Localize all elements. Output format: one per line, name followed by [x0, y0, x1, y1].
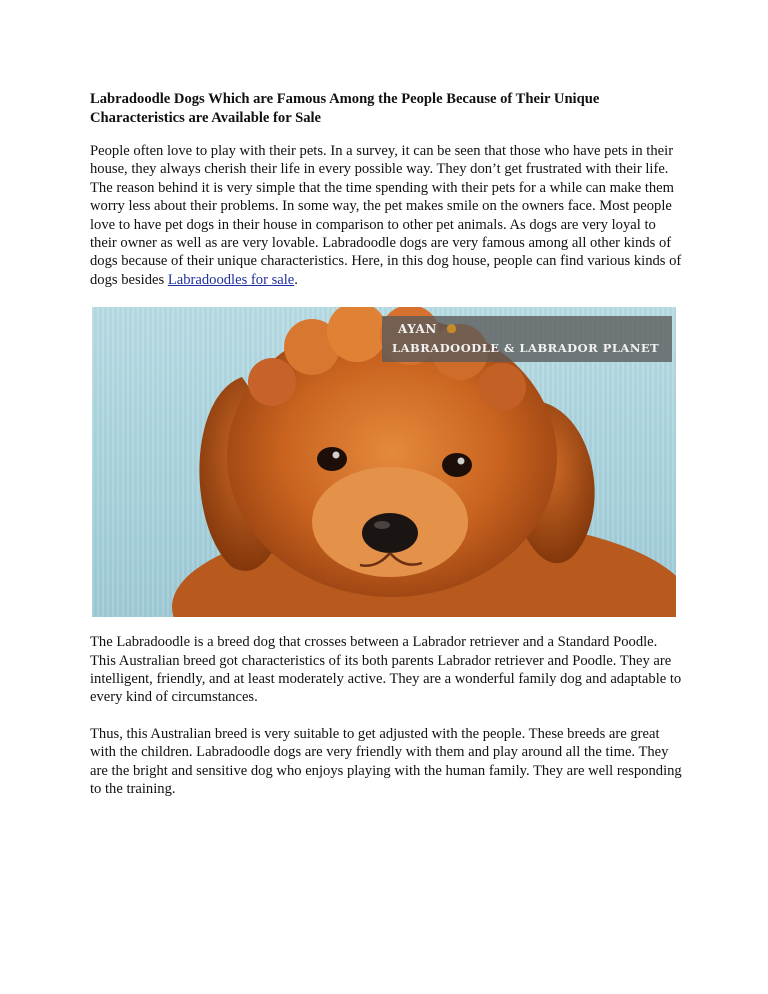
intro-text: People often love to play with their pets. In a survey, it can be seen that those who have pets in their house, they always cherish their life in every possible way. They don’t get frustrated with their life. The reason behind it is very simple that the time spending with their pets for a while can make them worry less about their problems. In some way, the pet makes smile on the owners face. Most people love to have pet dogs in their house in comparison to other pet animals. As dogs are very loyal to their owner as well as are very lovable. Labradoodle dogs are very famous among all other kinds of dogs because of their unique characteristics. Here, in this dog house, people can find various kinds of dogs besides [90, 143, 682, 288]
intro-paragraph [90, 142, 686, 289]
labradoodle-puppy-photo [92, 307, 676, 617]
paragraph-breed-description: The Labradoodle is a breed dog that crosses between a Labrador retriever and a Standard Poodle. This Australian breed got characteristics of its both parents Labrador retriever and Poodle. They are intelligent, friendly, and at least moderately active. They are a wonderful family dog and adaptable to every kind of circumstances. [90, 634, 682, 706]
intro-end: . [294, 271, 298, 288]
paw-logo-icon [447, 324, 456, 333]
document-body [90, 90, 686, 817]
document-title: Labradoodle Dogs Which are Famous Among the People Because of Their Unique Characteristics are Available for Sale [90, 91, 600, 126]
labradoodles-for-sale-link[interactable]: Labradoodles for sale [167, 271, 295, 288]
paragraph-temperament: Thus, this Australian breed is very suitable to get adjusted with the people. These breeds are great with the children. Labradoodle dogs are very friendly with them and play around all the time. They are the bright and sensitive dog who enjoys playing with the human family. They are well responding to the training. [90, 725, 682, 798]
watermark-logo-text: AYAN [398, 322, 437, 337]
watermark-subtitle: LABRADOODLE & LABRADOR PLANET [392, 341, 660, 356]
photo-watermark [382, 316, 672, 362]
